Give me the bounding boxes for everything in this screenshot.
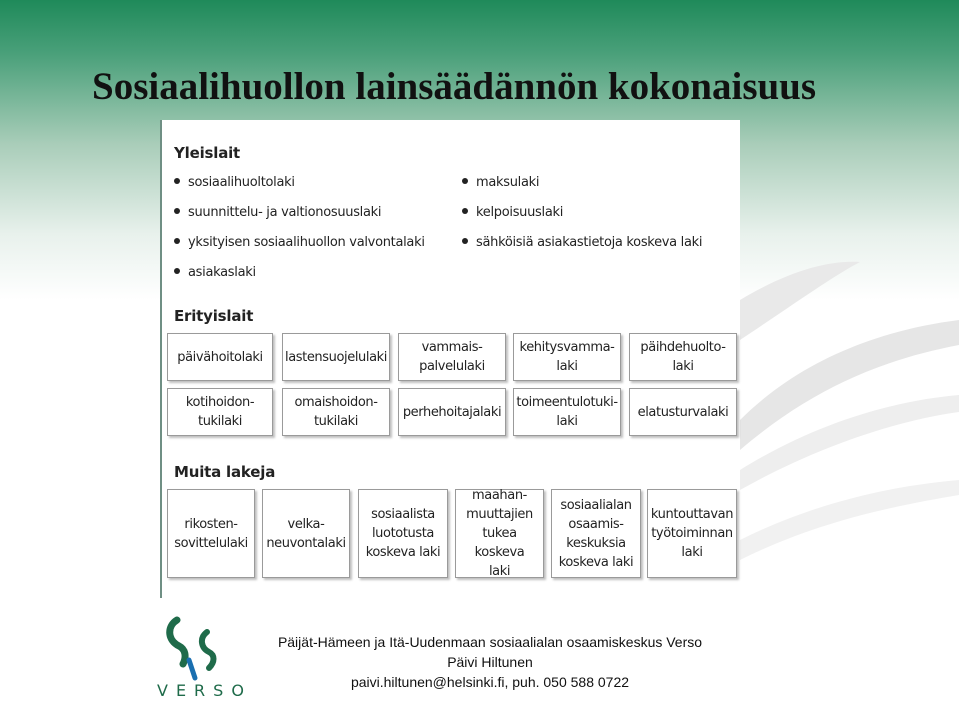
bullet-item: yksityisen sosiaalihuollon valvontalaki <box>174 235 425 250</box>
law-box: kotihoidon- tukilaki <box>167 388 273 436</box>
law-box: kuntouttavan työtoiminnan laki <box>647 489 737 578</box>
section-heading-muita-lakeja: Muita lakeja <box>174 463 276 481</box>
law-box: vammais- palvelulaki <box>398 333 506 381</box>
bullet-dot-icon <box>462 178 468 184</box>
law-box: toimeentulotuki- laki <box>513 388 621 436</box>
law-box: päivähoitolaki <box>167 333 273 381</box>
footer-contact: paivi.hiltunen@helsinki.fi, puh. 050 588 0722 <box>350 674 630 690</box>
logo-wordmark: VERSO <box>157 681 252 700</box>
footer-organization: Päijät-Hämeen ja Itä-Uudenmaan sosiaalialan osaamiskeskus Verso <box>277 634 703 650</box>
bullet-dot-icon <box>174 268 180 274</box>
panel-left-border <box>160 120 162 598</box>
law-box: maahan- muuttajien tukea koskeva laki <box>455 489 544 578</box>
law-box: perhehoitajalaki <box>398 388 506 436</box>
section-heading-erityislait: Erityislait <box>174 307 254 325</box>
law-box: elatusturvalaki <box>629 388 737 436</box>
law-box: rikosten- sovittelulaki <box>167 489 255 578</box>
law-box: velka- neuvontalaki <box>262 489 350 578</box>
page-title: Sosiaalihuollon lainsäädännön kokonaisuus <box>92 65 817 108</box>
law-box: sosiaalialan osaamis- keskuksia koskeva laki <box>551 489 641 578</box>
law-box: kehitysvamma- laki <box>513 333 621 381</box>
section-heading-yleislait: Yleislait <box>174 144 241 162</box>
law-box: päihdehuolto- laki <box>629 333 737 381</box>
bullet-dot-icon <box>462 238 468 244</box>
bullet-dot-icon <box>174 208 180 214</box>
footer-author: Päivi Hiltunen <box>447 654 533 670</box>
law-box: lastensuojelulaki <box>282 333 390 381</box>
law-box: omaishoidon- tukilaki <box>282 388 390 436</box>
bullet-item: sosiaalihuoltolaki <box>174 175 295 190</box>
bullet-item: maksulaki <box>462 175 539 190</box>
bullet-item: kelpoisuuslaki <box>462 205 563 220</box>
bullet-item: asiakaslaki <box>174 265 256 280</box>
law-box: sosiaalista luototusta koskeva laki <box>358 489 448 578</box>
bullet-dot-icon <box>462 208 468 214</box>
bullet-dot-icon <box>174 238 180 244</box>
bullet-item: sähköisiä asiakastietoja koskeva laki <box>462 235 702 250</box>
bullet-dot-icon <box>174 178 180 184</box>
bullet-item: suunnittelu- ja valtionosuuslaki <box>174 205 381 220</box>
